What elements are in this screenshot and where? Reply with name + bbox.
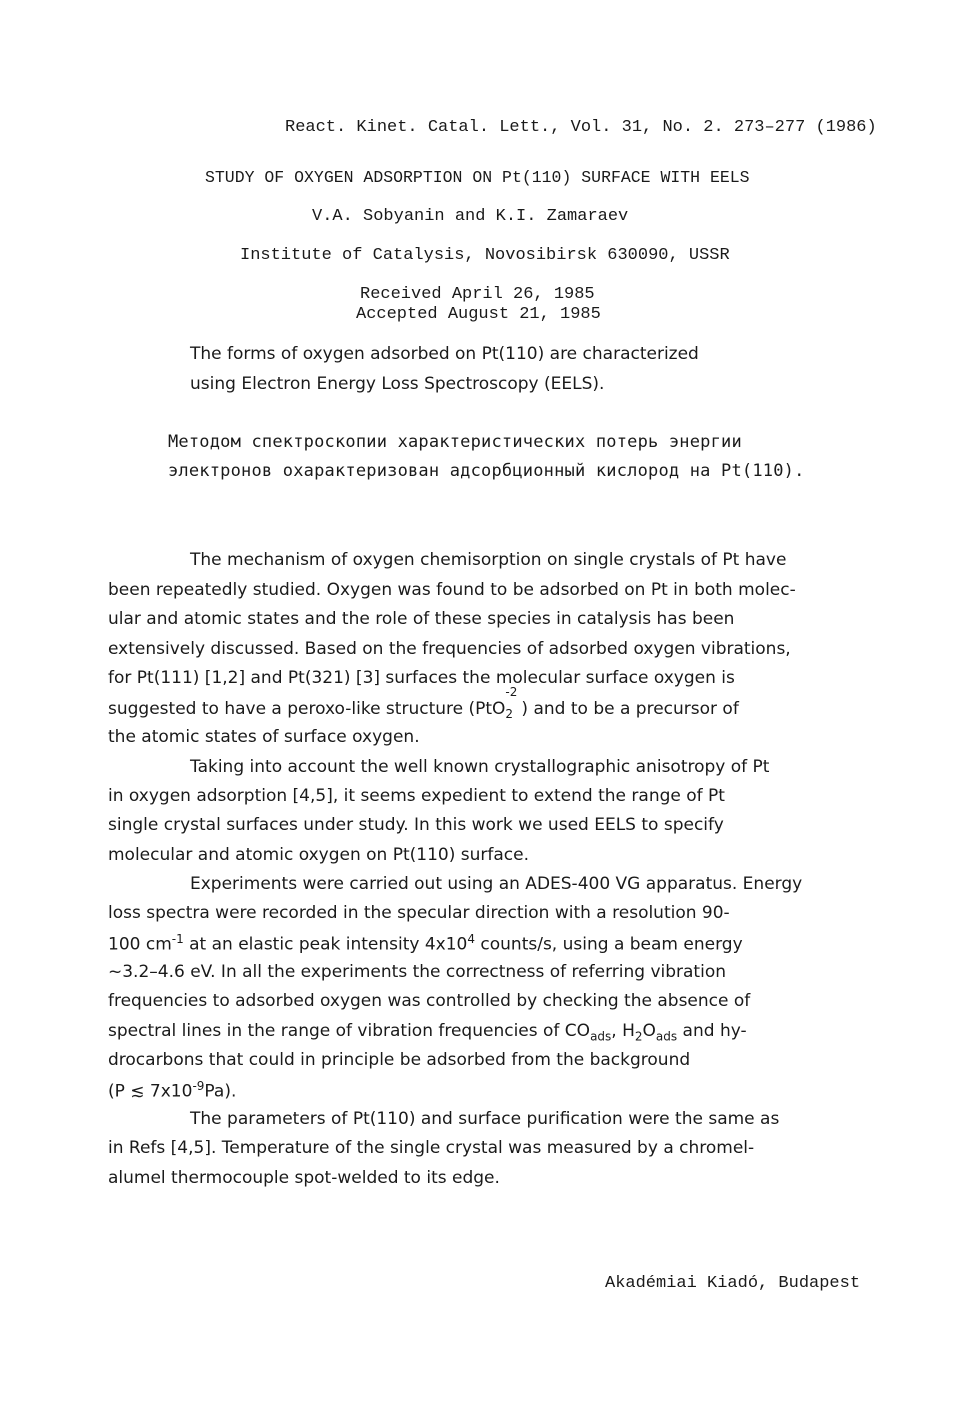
body-p3-line-8	[108, 1079, 236, 1102]
body-p3-line-2: loss spectra were recorded in the specular direction with a resolution 90-	[108, 903, 730, 923]
body-p3-line-6-text-d: and hy-	[677, 1021, 747, 1041]
body-p3-line-6-text-c: O	[642, 1021, 656, 1041]
authors: V.A. Sobyanin and K.I. Zamaraev	[312, 207, 629, 226]
body-p1-line-3: ular and atomic states and the role of these species in catalysis has been	[108, 609, 735, 629]
body-p1-line-7: the atomic states of surface oxygen.	[108, 727, 420, 747]
body-p2-line-4: molecular and atomic oxygen on Pt(110) surface.	[108, 845, 529, 865]
affiliation: Institute of Catalysis, Novosibirsk 630090, USSR	[240, 246, 730, 265]
abstract-ru-line-2: электронов охарактеризован адсорбционный кислород на Pt(110).	[168, 461, 805, 481]
intensity-superscript: 4	[467, 932, 475, 946]
accepted-date: Accepted August 21, 1985	[356, 305, 601, 324]
body-p3-line-8-text-a: (P ≲ 7x10	[108, 1081, 193, 1102]
body-p1-line-6-text-a: suggested to have a peroxo-like structure (PtO	[108, 699, 506, 719]
body-p4-line-1: The parameters of Pt(110) and surface purification were the same as	[190, 1109, 780, 1129]
body-p1-line-6-text-b: ) and to be a precursor of	[521, 699, 739, 719]
body-p1-line-2: been repeatedly studied. Oxygen was found to be adsorbed on Pt in both molec-	[108, 580, 796, 600]
body-p3-line-4: ~3.2–4.6 eV. In all the experiments the correctness of referring vibration	[108, 962, 726, 982]
body-p2-line-2: in oxygen adsorption [4,5], it seems expedient to extend the range of Pt	[108, 786, 725, 806]
body-p3-line-5: frequencies to adsorbed oxygen was controlled by checking the absence of	[108, 991, 751, 1011]
abstract-en-line-1: The forms of oxygen adsorbed on Pt(110) are characterized	[190, 344, 699, 364]
peroxo-superscript: -2	[505, 685, 518, 699]
wavenumber-superscript: -1	[171, 932, 184, 946]
abstract-en-line-2: using Electron Energy Loss Spectroscopy (EELS).	[190, 374, 605, 394]
body-p3-line-7: drocarbons that could in principle be adsorbed from the background	[108, 1050, 691, 1070]
body-p3-line-3-text-c: counts/s, using a beam energy	[475, 934, 743, 955]
body-p4-line-2: in Refs [4,5]. Temperature of the single crystal was measured by a chromel-	[108, 1138, 755, 1158]
received-date: Received April 26, 1985	[360, 285, 595, 304]
publisher: Akadémiai Kiadó, Budapest	[605, 1274, 861, 1293]
body-p1-line-6	[108, 685, 739, 721]
body-p3-line-3	[108, 932, 743, 955]
paper-title: STUDY OF OXYGEN ADSORPTION ON Pt(110) SURFACE WITH EELS	[205, 168, 750, 187]
body-p1-line-5: for Pt(111) [1,2] and Pt(321) [3] surfaces the molecular surface oxygen is	[108, 668, 735, 688]
h2o-subscript: 2	[634, 1029, 643, 1044]
body-p1-line-1: The mechanism of oxygen chemisorption on single crystals of Pt have	[190, 550, 787, 570]
journal-citation: React. Kinet. Catal. Lett., Vol. 31, No. 2. 273–277 (1986)	[285, 118, 877, 137]
body-p1-line-4: extensively discussed. Based on the frequencies of adsorbed oxygen vibrations,	[108, 639, 791, 659]
abstract-ru-line-1: Методом спектроскопии характеристических потерь энергии	[168, 432, 742, 452]
body-p2-line-1: Taking into account the well known crystallographic anisotropy of Pt	[190, 757, 770, 777]
body-p3-line-3-text-a: 100 cm	[108, 934, 172, 955]
body-p3-line-6-text-b: , H	[611, 1021, 635, 1041]
body-p3-line-1: Experiments were carried out using an ADES-400 VG apparatus. Energy	[190, 874, 803, 894]
body-p3-line-6-text-a: spectral lines in the range of vibration frequencies of CO	[108, 1021, 591, 1041]
co-ads-subscript: ads	[590, 1029, 612, 1044]
body-p2-line-3: single crystal surfaces under study. In this work we used EELS to specify	[108, 815, 724, 835]
body-p4-line-3: alumel thermocouple spot-welded to its edge.	[108, 1168, 500, 1188]
body-p3-line-3-text-b: at an elastic peak intensity 4x10	[183, 934, 468, 955]
body-p3-line-8-text-b: Pa).	[204, 1081, 237, 1102]
pressure-superscript: -9	[192, 1079, 205, 1093]
body-p3-line-6	[108, 1021, 747, 1043]
h2o-ads-subscript: ads	[655, 1029, 678, 1044]
peroxo-subscript: 2	[505, 707, 514, 721]
